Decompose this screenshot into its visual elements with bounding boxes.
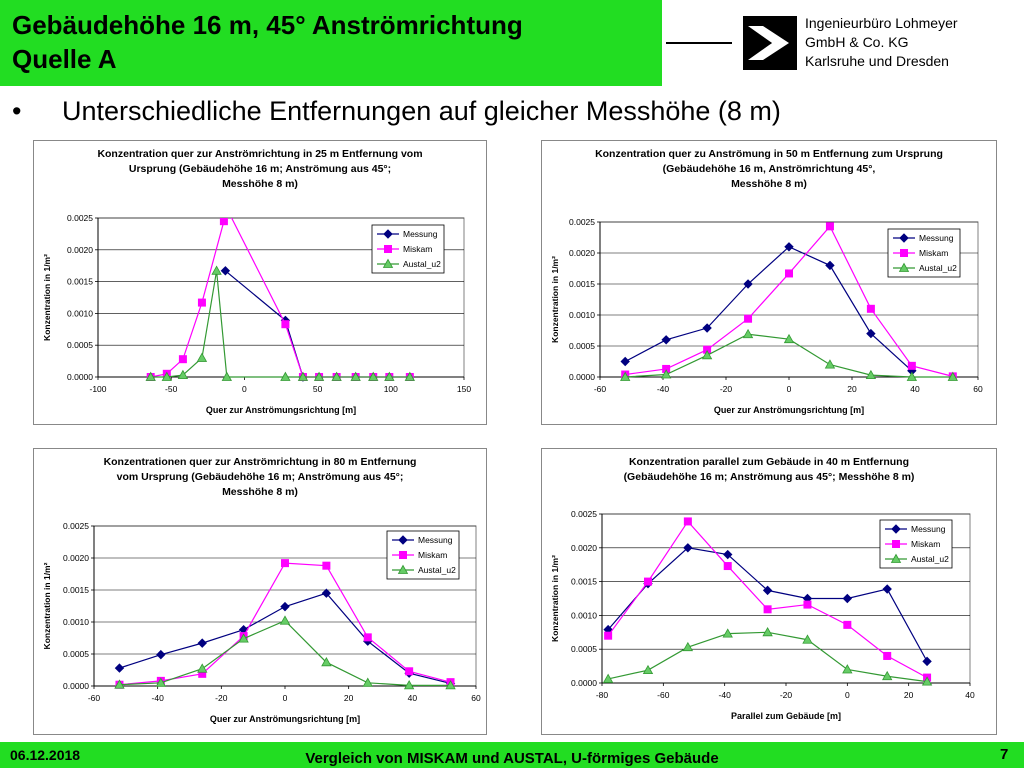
x-tick-label: -60 — [87, 693, 101, 703]
y-tick-label: 0.0015 — [571, 576, 597, 587]
bullet-marker: • — [12, 96, 22, 126]
x-tick-label: 40 — [910, 384, 920, 394]
legend-label-austal_u2: Austal_u2 — [403, 259, 441, 269]
company-line2: GmbH & Co. KG — [805, 34, 909, 50]
x-tick-label: 40 — [965, 690, 975, 700]
y-tick-label: 0.0000 — [571, 678, 597, 688]
legend-label-austal_u2: Austal_u2 — [911, 554, 949, 564]
company-line3: Karlsruhe und Dresden — [805, 53, 949, 69]
legend-label-miskam: Miskam — [919, 248, 949, 258]
chart-svg — [542, 141, 996, 424]
y-tick-label: 0.0015 — [63, 585, 89, 595]
chart-title-line-2: Messhöhe 8 m) — [731, 178, 807, 190]
y-tick-label: 0.0010 — [569, 310, 595, 320]
y-tick-label: 0.0005 — [571, 644, 597, 655]
x-tick-label: -100 — [89, 384, 107, 394]
x-tick-label: 100 — [383, 384, 398, 394]
miskam-point-3 — [745, 315, 752, 322]
chart-title-line-1: (Gebäudehöhe 16 m; Anströmung aus 45°; Messhöhe 8 m) — [623, 471, 915, 483]
miskam-point-4 — [764, 606, 771, 613]
y-tick-label: 0.0005 — [67, 340, 93, 351]
miskam-point-5 — [323, 562, 330, 569]
company-line1: Ingenieurbüro Lohmeyer — [805, 15, 958, 31]
arrow-logo-icon — [742, 15, 798, 71]
miskam-point-4 — [786, 270, 793, 277]
x-tick-label: -60 — [593, 384, 607, 394]
legend-label-messung: Messung — [911, 524, 946, 534]
y-tick-label: 0.0000 — [63, 681, 89, 691]
legend-miskam-point-1 — [893, 541, 900, 548]
chart-25m — [33, 140, 487, 425]
y-tick-label: 0.0020 — [569, 248, 595, 258]
miskam-point-7 — [908, 362, 915, 369]
y-tick-label: 0.0005 — [63, 649, 89, 659]
miskam-point-2 — [179, 356, 186, 363]
legend-miskam-point-1 — [901, 250, 908, 257]
title-rule — [666, 42, 732, 44]
miskam-point-3 — [198, 299, 205, 306]
legend-label-messung: Messung — [418, 535, 453, 545]
page-number: 7 — [1000, 746, 1009, 763]
chart-title-line-2: Messhöhe 8 m) — [222, 178, 298, 190]
y-tick-label: 0.0010 — [571, 610, 597, 621]
y-tick-label: 0.0025 — [569, 217, 595, 227]
x-tick-label: -40 — [656, 384, 670, 394]
miskam-point-4 — [282, 560, 289, 567]
chart-legend — [888, 229, 960, 277]
y-tick-label: 0.0025 — [571, 509, 597, 519]
legend-label-miskam: Miskam — [403, 244, 433, 254]
bullet-point — [0, 92, 1024, 136]
slide-header — [0, 0, 1024, 86]
chart-title-line-2: Messhöhe 8 m) — [222, 486, 298, 498]
chart-legend — [880, 520, 952, 568]
title-box — [0, 0, 662, 86]
chart-svg — [34, 449, 486, 734]
chart-parallel-40m — [541, 448, 997, 735]
miskam-point-2 — [684, 518, 691, 525]
chart-title-line-1: Ursprung (Gebäudehöhe 16 m; Anströmung aus 45°; — [128, 163, 392, 175]
legend-label-messung: Messung — [919, 233, 954, 243]
x-tick-label: -20 — [215, 693, 228, 703]
miskam-point-7 — [406, 668, 413, 675]
legend-miskam-point-1 — [385, 246, 392, 253]
y-axis-label: Konzentration in 1/m² — [550, 555, 560, 642]
chart-title-line-1: (Gebäudehöhe 16 m, Anströmrichtung 45°, — [662, 163, 876, 175]
miskam-point-0 — [605, 632, 612, 639]
x-tick-label: 20 — [903, 690, 914, 700]
y-tick-label: 0.0010 — [63, 617, 89, 627]
y-tick-label: 0.0015 — [67, 276, 93, 287]
chart-svg — [34, 141, 486, 424]
y-tick-label: 0.0020 — [63, 553, 89, 563]
legend-label-miskam: Miskam — [418, 550, 448, 560]
x-axis-label: Quer zur Anströmungsrichtung [m] — [209, 714, 361, 724]
slide-footer — [0, 742, 1024, 768]
x-tick-label: -50 — [165, 384, 178, 394]
legend-label-messung: Messung — [403, 229, 438, 239]
company-name — [805, 14, 958, 71]
x-axis-label: Quer zur Anströmungsrichtung [m] — [713, 405, 865, 415]
x-tick-label: -40 — [151, 693, 164, 703]
x-tick-label: 40 — [407, 693, 418, 703]
miskam-point-1 — [645, 578, 652, 585]
legend-miskam-point-1 — [400, 552, 407, 559]
x-tick-label: -60 — [657, 690, 670, 700]
x-tick-label: 0 — [242, 384, 247, 394]
chart-50m — [541, 140, 997, 425]
footer-date: 06.12.2018 — [10, 747, 81, 763]
y-tick-label: 0.0020 — [67, 244, 93, 255]
chart-legend — [372, 225, 444, 273]
x-tick-label: 0 — [844, 690, 850, 700]
x-tick-label: 50 — [312, 384, 323, 394]
y-tick-label: 0.0005 — [569, 341, 595, 351]
x-tick-label: 60 — [973, 384, 983, 394]
y-axis-label: Konzentration in 1/m² — [550, 256, 560, 343]
y-tick-label: 0.0025 — [67, 213, 93, 223]
miskam-point-6 — [282, 321, 289, 328]
miskam-point-5 — [826, 223, 833, 230]
x-axis-label: Quer zur Anströmungsrichtung [m] — [205, 405, 357, 415]
y-tick-label: 0.0020 — [571, 542, 597, 553]
y-axis-label: Konzentration in 1/m² — [42, 254, 52, 341]
footer-text: Vergleich von MISKAM und AUSTAL, U-förmiges Gebäude — [305, 750, 719, 767]
x-tick-label: -20 — [719, 384, 733, 394]
chart-title-line-0: Konzentration quer zur Anströmrichtung in 25 m Entfernung vom — [97, 148, 423, 160]
y-axis-label: Konzentration in 1/m² — [42, 562, 52, 650]
miskam-point-6 — [364, 634, 371, 641]
chart-title-line-0: Konzentration parallel zum Gebäude in 40 m Entfernung — [628, 456, 910, 468]
miskam-point-3 — [724, 563, 731, 570]
legend-label-austal_u2: Austal_u2 — [919, 263, 957, 273]
miskam-point-7 — [884, 652, 891, 659]
y-tick-label: 0.0000 — [569, 372, 595, 382]
y-tick-label: 0.0010 — [67, 308, 93, 319]
chart-80m — [33, 448, 487, 735]
x-tick-label: -20 — [779, 690, 793, 700]
x-tick-label: 0 — [786, 384, 792, 394]
bullet-text: Unterschiedliche Entfernungen auf gleicher Messhöhe (8 m) — [62, 96, 781, 126]
slide-title-line2: Quelle A — [12, 44, 117, 74]
x-tick-label: 20 — [343, 693, 354, 703]
chart-title-line-0: Konzentration quer zu Anströmung in 50 m Entfernung zum Ursprung — [595, 148, 943, 160]
miskam-point-5 — [804, 601, 811, 608]
x-tick-label: 60 — [471, 693, 481, 703]
slide-title — [12, 8, 523, 76]
chart-legend — [387, 531, 459, 579]
y-tick-label: 0.0015 — [569, 279, 595, 289]
x-tick-label: 150 — [456, 384, 472, 394]
miskam-point-6 — [844, 621, 851, 628]
chart-title-line-0: Konzentrationen quer zur Anströmrichtung in 80 m Entfernung — [103, 456, 417, 468]
slide-title-line1: Gebäudehöhe 16 m, 45° Anströmrichtung — [12, 10, 523, 40]
miskam-point-6 — [867, 305, 874, 312]
x-tick-label: -40 — [718, 690, 731, 700]
chart-title-line-1: vom Ursprung (Gebäudehöhe 16 m; Anströmung aus 45°; — [116, 471, 404, 483]
x-tick-label: -80 — [595, 690, 609, 700]
x-tick-label: 0 — [282, 693, 288, 703]
x-axis-label: Parallel zum Gebäude [m] — [730, 711, 842, 721]
chart-svg — [542, 449, 996, 734]
legend-label-austal_u2: Austal_u2 — [418, 565, 456, 575]
x-tick-label: 20 — [847, 384, 857, 394]
y-tick-label: 0.0025 — [63, 521, 89, 531]
y-tick-label: 0.0000 — [67, 372, 93, 382]
miskam-point-4 — [220, 218, 227, 225]
legend-label-miskam: Miskam — [911, 539, 941, 549]
